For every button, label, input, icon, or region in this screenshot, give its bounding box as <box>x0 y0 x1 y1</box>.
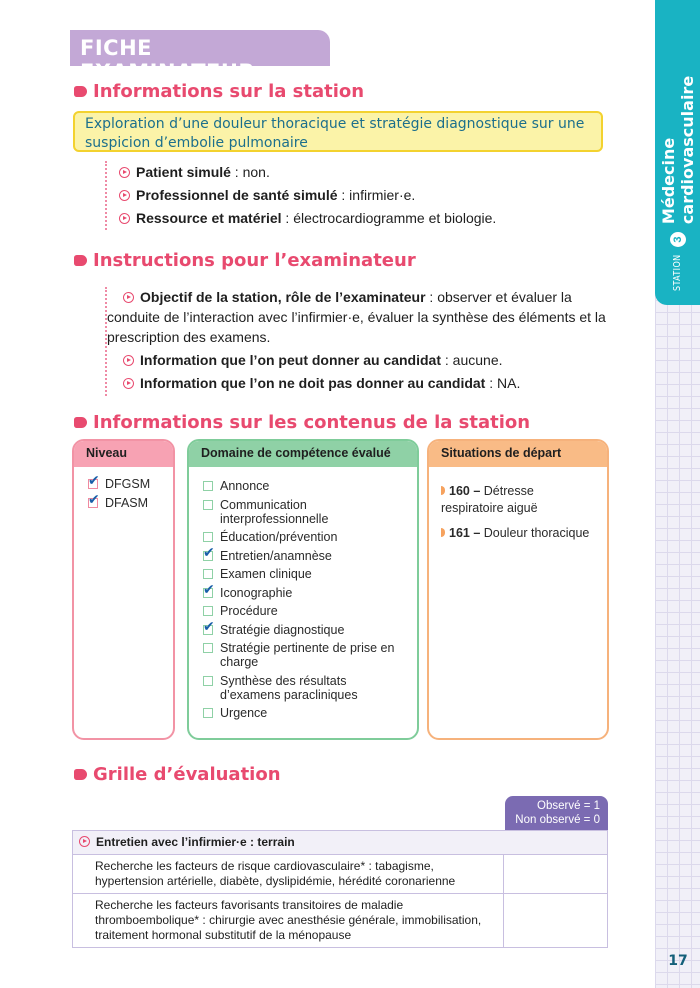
domaine-item-iconographie[interactable] <box>201 586 405 600</box>
checkbox-label: Iconographie <box>220 585 293 600</box>
instruction-label: Information que l’on peut donner au candidat <box>140 352 441 368</box>
checkbox-label: Procédure <box>220 604 278 618</box>
situation-label: Détresse respiratoire aiguë <box>441 484 538 515</box>
station-side-tab <box>655 0 700 305</box>
info-value: : électrocardiogramme et biologie. <box>281 210 497 226</box>
grid-group-label: Entretien avec l’infirmier·e : terrain <box>96 835 295 849</box>
situations-card <box>427 439 609 740</box>
station-info-list <box>105 161 496 230</box>
checkbox-unchecked-icon[interactable] <box>203 481 213 491</box>
section-title-text: Grille d’évaluation <box>93 764 281 785</box>
info-value: : non. <box>230 164 270 180</box>
info-item-patient <box>107 161 496 184</box>
instruction-value: : observer et évaluer la conduite de l’interaction avec l’infirmier·e, évaluer la synthèse des éléments et la prescription des examens. <box>107 289 606 345</box>
circle-play-icon <box>79 836 90 847</box>
instruction-item-ne-doit-pas <box>107 373 610 393</box>
specialty-title: Médecine cardiovasculaire <box>658 75 697 225</box>
niveau-item-dfgsm[interactable] <box>86 477 161 491</box>
checkbox-label: Éducation/prévention <box>220 530 338 544</box>
checkbox-label: Urgence <box>220 706 268 720</box>
station-label: STATION <box>672 254 683 291</box>
section-heading-contenus <box>74 412 530 433</box>
section-title-text: Informations sur les contenus de la station <box>93 412 531 433</box>
circle-play-icon <box>123 355 134 366</box>
instruction-item-peut-donner <box>107 350 610 370</box>
score-header-not-observed: Non observé = 0 <box>515 814 600 826</box>
domaine-item-annonce[interactable] <box>201 479 405 493</box>
score-input-cell[interactable] <box>504 894 608 948</box>
domaine-item-strategie-prise-en-charge[interactable] <box>201 641 405 669</box>
situations-list <box>429 467 607 560</box>
checkbox-label: Synthèse des résultats d’examens paracliniques <box>220 673 358 702</box>
checkbox-unchecked-icon[interactable] <box>203 708 213 718</box>
niveau-card <box>72 439 175 740</box>
circle-play-icon <box>123 378 134 389</box>
domaine-item-procedure[interactable] <box>201 604 405 618</box>
criterion-cell: Recherche les facteurs de risque cardiovasculaire* : tabagisme, hypertension artérielle, diabète, dyslipidémie, hérédité coronarienne <box>73 855 504 894</box>
checkbox-label: Examen clinique <box>220 567 312 581</box>
niveau-header: Niveau <box>74 441 173 467</box>
situation-item-161 <box>441 525 595 542</box>
circle-play-icon <box>119 190 130 201</box>
circle-play-icon <box>119 167 130 178</box>
instruction-value: : aucune. <box>441 352 503 368</box>
section-tag-icon <box>74 86 87 97</box>
info-item-ressource <box>107 207 496 230</box>
situations-header: Situations de départ <box>429 441 607 467</box>
score-header-observed: Observé = 1 <box>537 800 600 812</box>
domaine-item-communication[interactable] <box>201 498 405 526</box>
section-heading-grille <box>74 764 281 785</box>
score-column-header <box>505 796 608 830</box>
situation-item-160 <box>441 483 595 517</box>
domaine-item-examen-clinique[interactable] <box>201 567 405 581</box>
section-title-text: Informations sur la station <box>93 81 365 102</box>
checkbox-label: Stratégie pertinente de prise en charge <box>220 641 395 669</box>
section-heading-instructions <box>74 250 416 271</box>
domaine-item-education[interactable] <box>201 530 405 544</box>
page-number: 17 <box>668 953 688 969</box>
criterion-cell: Recherche les facteurs favorisants transitoires de maladie thromboembolique* : chirurgie avec anesthésie générale, immobilisation, traitement hormonal substitutif de la ménopause <box>73 894 504 948</box>
score-input-cell[interactable] <box>504 855 608 894</box>
domaine-item-urgence[interactable] <box>201 706 405 720</box>
checkbox-label: DFASM <box>105 495 149 510</box>
fiche-banner <box>70 30 330 84</box>
instruction-item-objectif <box>107 287 610 347</box>
evaluation-grid <box>72 830 608 948</box>
instructions-list <box>105 287 610 396</box>
checkbox-unchecked-icon[interactable] <box>203 569 213 579</box>
situation-label: Douleur thoracique <box>480 526 590 540</box>
checkbox-label: Stratégie diagnostique <box>220 622 345 637</box>
checkbox-unchecked-icon[interactable] <box>203 606 213 616</box>
situation-number: 160 – <box>449 484 481 498</box>
checkbox-checked-icon[interactable] <box>203 625 213 635</box>
table-row <box>73 894 608 948</box>
circle-play-icon <box>123 292 134 303</box>
grid-group-row <box>73 831 608 855</box>
checkbox-checked-icon[interactable] <box>88 498 98 508</box>
domaine-item-entretien[interactable] <box>201 549 405 563</box>
domaine-card <box>187 439 419 740</box>
checkbox-unchecked-icon[interactable] <box>203 676 213 686</box>
instruction-label: Information que l’on ne doit pas donner au candidat <box>140 375 486 391</box>
info-value: : infirmier·e. <box>337 187 416 203</box>
section-tag-icon <box>74 417 87 428</box>
domaine-header: Domaine de compétence évalué <box>189 441 417 467</box>
domaine-list <box>189 467 417 735</box>
checkbox-checked-icon[interactable] <box>203 588 213 598</box>
instruction-label: Objectif de la station, rôle de l’examinateur <box>140 289 426 305</box>
domaine-item-synthese[interactable] <box>201 674 405 702</box>
section-tag-icon <box>74 255 87 266</box>
info-item-professionnel <box>107 184 496 207</box>
grid-group-cell <box>73 831 608 855</box>
situation-number: 161 – <box>449 526 481 540</box>
banner-title: FICHE EXAMINATEUR <box>80 36 256 84</box>
circle-play-icon <box>119 213 130 224</box>
station-objective-box: Exploration d’une douleur thoracique et stratégie diagnostique sur une suspicion d’embolie pulmonaire <box>73 111 603 152</box>
domaine-item-strategie-diagnostique[interactable] <box>201 623 405 637</box>
checkbox-checked-icon[interactable] <box>88 479 98 489</box>
checkbox-label: Communication interprofessionnelle <box>220 497 329 526</box>
checkbox-label: Annonce <box>220 479 270 493</box>
checkbox-unchecked-icon[interactable] <box>203 643 213 653</box>
situation-marker-icon <box>441 486 445 495</box>
checkbox-checked-icon[interactable] <box>203 551 213 561</box>
section-title-text: Instructions pour l’examinateur <box>93 250 416 271</box>
checkbox-label: DFGSM <box>105 477 151 491</box>
checkbox-unchecked-icon[interactable] <box>203 532 213 542</box>
station-number-badge: 3 <box>670 232 686 247</box>
instruction-value: : NA. <box>485 375 521 391</box>
table-row <box>73 855 608 894</box>
info-label: Patient simulé <box>136 164 231 180</box>
info-label: Ressource et matériel <box>136 210 282 226</box>
section-heading-info-station <box>74 81 364 102</box>
situation-marker-icon <box>441 528 445 537</box>
checkbox-label: Entretien/anamnèse <box>220 548 332 563</box>
section-tag-icon <box>74 769 87 780</box>
niveau-list <box>74 467 173 524</box>
info-label: Professionnel de santé simulé <box>136 187 338 203</box>
checkbox-unchecked-icon[interactable] <box>203 500 213 510</box>
niveau-item-dfasm[interactable] <box>86 496 161 510</box>
